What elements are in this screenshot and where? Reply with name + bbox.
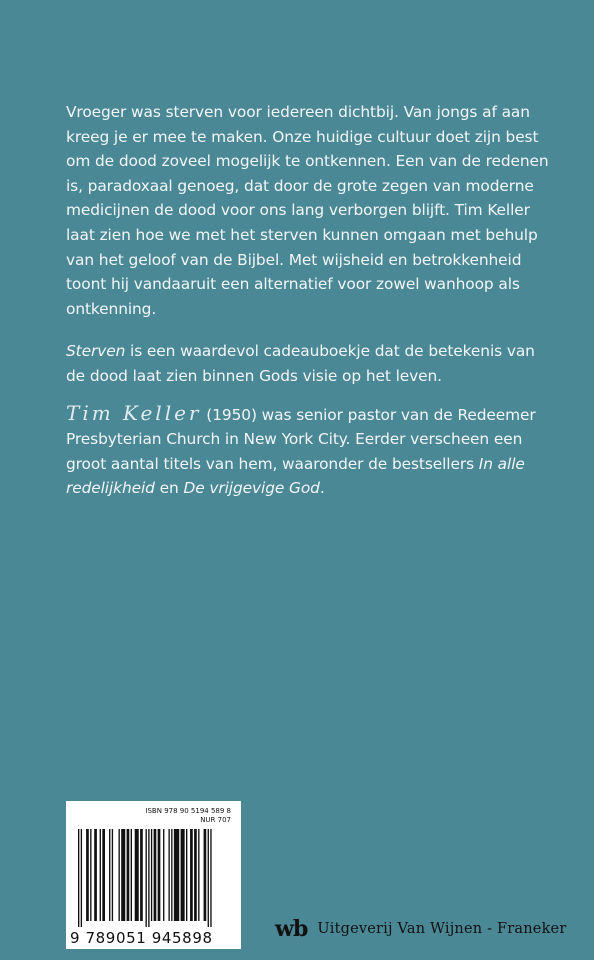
barcode-bar: [163, 829, 164, 921]
barcode-bar: [194, 829, 197, 921]
blurb-paragraph-2: Sterven is een waardevol cadeauboekje dat de betekenis van de dood laat zien binnen Gods visie op het leven.: [66, 342, 535, 385]
publisher-logo: wb: [275, 916, 308, 942]
barcode-bar: [112, 829, 113, 921]
barcode-bar: [158, 829, 161, 921]
barcode-bar: [154, 829, 157, 921]
barcode-bar: [127, 829, 130, 921]
barcode-bar: [210, 829, 211, 927]
isbn-text: ISBN 978 90 5194 589 8 NUR 707: [145, 807, 231, 824]
barcode-bar: [102, 829, 105, 921]
barcode-bar: [78, 829, 79, 927]
barcode-bar: [140, 829, 143, 921]
barcode-bar: [181, 829, 185, 921]
barcode-label: [66, 801, 241, 949]
barcode-bar: [204, 829, 207, 921]
barcode-bar: [186, 829, 187, 921]
barcode-bar: [94, 829, 97, 921]
barcode-digits: 9 789051 945898: [70, 929, 213, 947]
barcode-bar: [86, 829, 89, 921]
barcode-bars: [74, 829, 234, 927]
barcode-bar: [168, 829, 169, 921]
author-signature: Tim Keller: [66, 400, 202, 425]
author-bio: Tim Keller (1950) was senior pastor van de Redeemer Presbyterian Church in New York City. Eerder verscheen een groot aantal titels van hem, waaronder de bestsellers In alle redelijkheid en De vrijgevige God.: [66, 400, 536, 498]
blurb-text: [66, 100, 556, 519]
barcode-bar: [109, 829, 110, 921]
barcode-bar: [100, 829, 101, 921]
barcode-bar: [90, 829, 91, 921]
barcode-bar: [121, 829, 125, 921]
barcode-bar: [148, 829, 149, 927]
publisher-mark: [275, 914, 566, 944]
barcode-bar: [174, 829, 179, 921]
book-title-1: In alle redelijkheid: [66, 454, 525, 498]
barcode-bar: [151, 829, 152, 921]
book-title-2: De vrijgevige God: [183, 479, 320, 498]
barcode-bar: [131, 829, 132, 921]
publisher-name: Uitgeverij Van Wijnen - Franeker: [317, 921, 567, 937]
barcode-bar: [135, 829, 139, 921]
barcode-bar: [190, 829, 193, 921]
barcode-bar: [146, 829, 147, 927]
blurb-paragraph-1: Vroeger was sterven voor iedereen dichtbij. Van jongs af aan kreeg je er mee te maken. Onze huidige cultuur doet zijn best om de dood zoveel mogelijk te ontkennen. Een van de redenen is, paradoxaal genoeg, dat door de grote zegen van moderne medicijnen de dood voor ons lang verborgen blijft. Tim Keller laat zien hoe we met het sterven kunnen omgaan met behulp van het geloof van de Bijbel. Met wijsheid en betrokkenheid toont hij vandaaruit een alternatief voor zowel wanhoop als ontkenning.: [66, 103, 549, 318]
barcode-bar: [119, 829, 120, 921]
barcode-bar: [198, 829, 199, 921]
barcode-bar: [171, 829, 172, 921]
barcode-bar: [81, 829, 82, 927]
book-title-sterven: Sterven: [66, 342, 126, 361]
barcode-bar: [208, 829, 209, 927]
